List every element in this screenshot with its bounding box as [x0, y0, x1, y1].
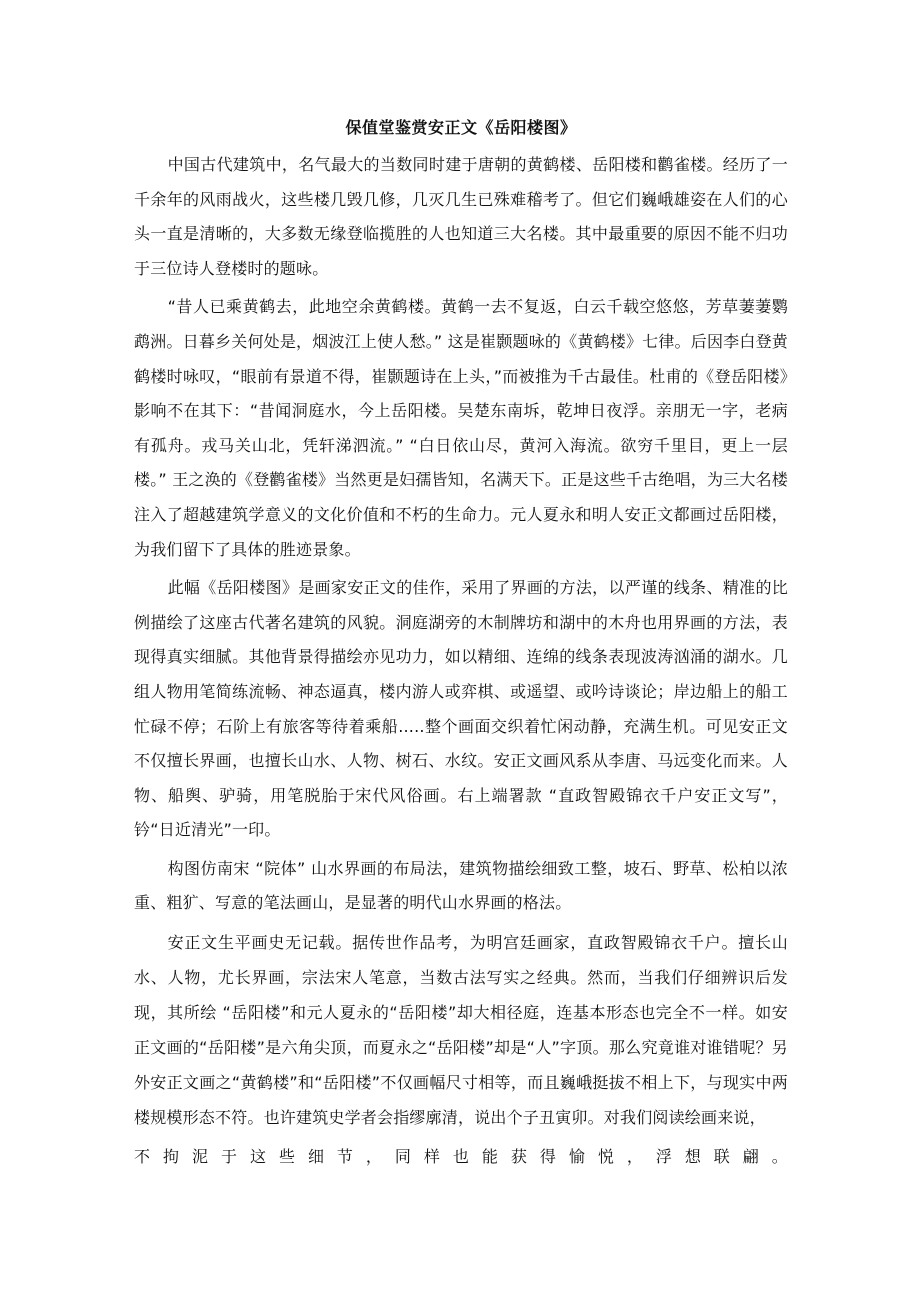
paragraph-intro: 中国古代建筑中，名气最大的当数同时建于唐朝的黄鹤楼、岳阳楼和鹳雀楼。经历了一千余年的风雨战火，这些楼几毁几修，几灭几生已殊难稽考了。但它们巍峨雄姿在人们的心头一直是清晰的，大多数无缘登临揽胜的人也知道三大名楼。其中最重要的原因不能不归功于三位诗人登楼时的题咏。 — [134, 155, 788, 278]
paragraph-composition: 构图仿南宋 “院体” 山水界画的布局法，建筑物描绘细致工整，坡石、野草、松柏以浓重、粗犷、写意的笔法画山，是显著的明代山水界画的格法。 — [134, 858, 788, 913]
paragraph-artist-biography: 安正文生平画史无记载。据传世作品考，为明宫廷画家，直政智殿锦衣千户。擅长山水、人物，尤长界画，宗法宋人笔意，当数古法写实之经典。然而，当我们仔细辨识后发现，其所绘 “岳阳楼”和元人夏永的“岳阳楼”却大相径庭，连基本形态也完全不一样。如安正文画的“岳阳楼”是六角尖顶，而夏永之“岳阳楼”却是“人”字顶。那么究竟谁对谁错呢？另外安正文画之“黄鹤楼”和“岳阳楼”不仅画幅尺寸相等，而且巍峨挺拔不相上下，与现实中两楼规模形态不符。也许建筑史学者会指缪廓清，说出个子丑寅卯。对我们阅读绘画来说， — [134, 933, 788, 1128]
paragraph-poems: “昔人已乘黄鹤去，此地空余黄鹤楼。黄鹤一去不复返，白云千载空悠悠，芳草萋萋鹦鹉洲。日暮乡关何处是，烟波江上使人愁。” 这是崔颢题咏的《黄鹤楼》七律。后因李白登黄鹤楼时咏叹，“眼前有景道不得，崔颢题诗在上头，”而被推为千古最佳。杜甫的《登岳阳楼》影响不在其下：“昔闻洞庭水，今上岳阳楼。吴楚东南坼，乾坤日夜浮。亲朋无一字，老病有孤舟。戎马关山北，凭轩涕泗流。” “白日依山尽，黄河入海流。欲穷千里目，更上一层楼。” 王之涣的《登鹳雀楼》当然更是妇孺皆知，名满天下。正是这些千古绝唱，为三大名楼注入了超越建筑学意义的文化价值和不朽的生命力。元人夏永和明人安正文都画过岳阳楼，为我们留下了具体的胜迹景象。 — [134, 297, 788, 559]
closing-line: 不拘泥于这些细节，同样也能获得愉悦，浮想联翩。 — [134, 1147, 788, 1167]
document-title: 保值堂鉴赏安正文《岳阳楼图》 — [345, 118, 577, 137]
paragraph-painting-description: 此幅《岳阳楼图》是画家安正文的佳作，采用了界画的方法，以严谨的线条、精准的比例描绘了这座古代著名建筑的风貌。洞庭湖旁的木制牌坊和湖中的木舟也用界画的方法，表现得真实细腻。其他背景得描绘亦见功力，如以精细、连绵的线条表现波涛汹涌的湖水。几组人物用笔简练流畅、神态逼真，楼内游人或弈棋、或遥望、或吟诗谈论；岸边船上的船工忙碌不停；石阶上有旅客等待着乘船.....整个画面交织着忙闲动静，充满生机。可见安正文不仅擅长界画，也擅长山水、人物、树石、水纹。安正文画风系从李唐、马远变化而来。人物、船舆、驴骑，用笔脱胎于宋代风俗画。右上端署款 “直政智殿锦衣千户安正文写”，钤“日近清光”一印。 — [134, 578, 788, 840]
